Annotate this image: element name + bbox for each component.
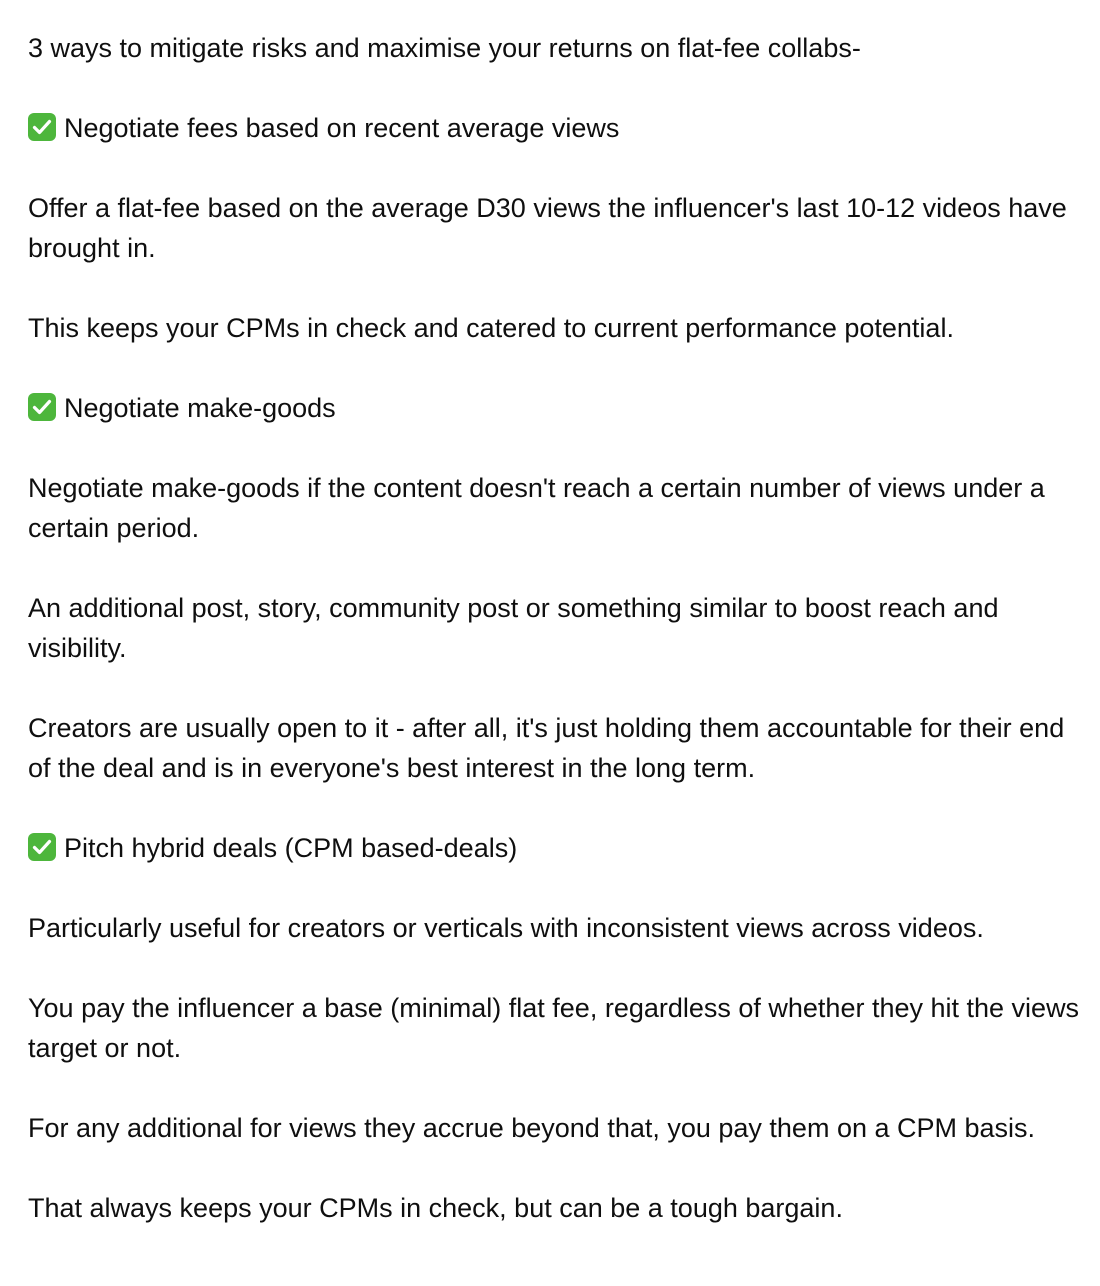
- check-mark-icon: [28, 113, 56, 141]
- paragraph: You pay the influencer a base (minimal) flat fee, regardless of whether they hit the views target or not.: [28, 993, 1080, 1063]
- section-heading-label: Pitch hybrid deals (CPM based-deals): [64, 833, 518, 863]
- section-heading: [28, 388, 1088, 428]
- section-heading: [28, 828, 1088, 868]
- paragraph: Particularly useful for creators or verticals with inconsistent views across videos.: [28, 913, 984, 943]
- paragraph: An additional post, story, community post or something similar to boost reach and visibility.: [28, 593, 999, 663]
- section-heading: [28, 108, 1088, 148]
- paragraph: Offer a flat-fee based on the average D30 views the influencer's last 10-12 videos have brought in.: [28, 193, 1067, 263]
- section-heading-label: Negotiate make-goods: [64, 393, 336, 423]
- paragraph: Creators are usually open to it - after all, it's just holding them accountable for their end of the deal and is in everyone's best interest in the long term.: [28, 713, 1065, 783]
- check-mark-icon: [28, 393, 56, 421]
- paragraph: That always keeps your CPMs in check, but can be a tough bargain.: [28, 1193, 843, 1223]
- paragraph: Negotiate make-goods if the content doesn't reach a certain number of views under a certain period.: [28, 473, 1045, 543]
- section-heading-label: Negotiate fees based on recent average views: [64, 113, 620, 143]
- post-body: [28, 28, 1088, 1228]
- paragraph: This keeps your CPMs in check and catered to current performance potential.: [28, 313, 954, 343]
- paragraph: For any additional for views they accrue beyond that, you pay them on a CPM basis.: [28, 1113, 1036, 1143]
- intro-text: 3 ways to mitigate risks and maximise your returns on flat-fee collabs-: [28, 33, 861, 63]
- check-mark-icon: [28, 833, 56, 861]
